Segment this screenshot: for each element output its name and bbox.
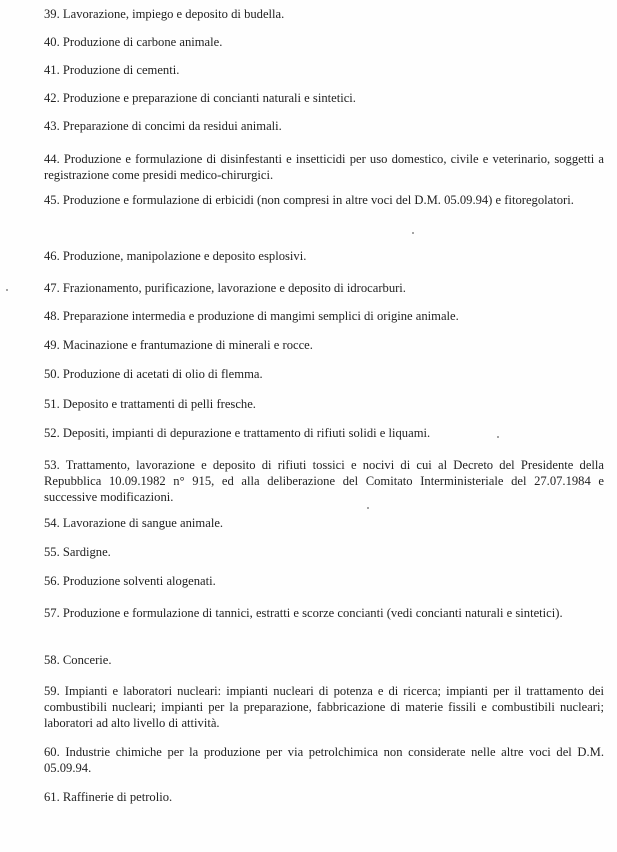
item-number: 60.	[44, 745, 60, 759]
item-text: Lavorazione, impiego e deposito di budella.	[62, 7, 285, 21]
item-number: 40.	[44, 35, 60, 49]
item-text: Produzione, manipolazione e deposito esplosivi.	[62, 249, 307, 263]
item-text: Produzione e formulazione di tannici, estratti e scorze concianti (vedi concianti naturali e sintetici).	[62, 606, 563, 620]
item-number: 57.	[44, 606, 60, 620]
item-number: 42.	[44, 91, 60, 105]
list-item-60	[44, 744, 604, 776]
scan-speck	[497, 436, 499, 438]
list-item-42	[44, 90, 604, 106]
item-number: 50.	[44, 367, 60, 381]
item-text: Preparazione di concimi da residui animali.	[62, 119, 282, 133]
item-number: 53.	[44, 458, 60, 472]
item-text: Industrie chimiche per la produzione per via petrolchimica non considerate nelle altre voci del D.M. 05.09.94.	[44, 745, 604, 775]
item-text: Produzione e preparazione di concianti naturali e sintetici.	[62, 91, 356, 105]
list-item-48	[44, 308, 604, 324]
scan-speck	[6, 289, 8, 291]
item-number: 39.	[44, 7, 60, 21]
item-text: Produzione di carbone animale.	[62, 35, 223, 49]
list-item-61	[44, 789, 604, 805]
item-number: 41.	[44, 63, 60, 77]
list-item-40	[44, 34, 604, 50]
list-item-52	[44, 425, 604, 441]
item-number: 56.	[44, 574, 60, 588]
list-item-39	[44, 6, 604, 22]
item-text: Deposito e trattamenti di pelli fresche.	[62, 397, 256, 411]
item-text: Produzione di acetati di olio di flemma.	[62, 367, 263, 381]
item-number: 55.	[44, 545, 60, 559]
list-item-50	[44, 366, 604, 382]
list-item-47	[44, 280, 604, 296]
list-item-43	[44, 118, 604, 134]
item-number: 51.	[44, 397, 60, 411]
list-item-49	[44, 337, 604, 353]
item-number: 52.	[44, 426, 60, 440]
item-text: Concerie.	[62, 653, 112, 667]
item-number: 54.	[44, 516, 60, 530]
item-text: Depositi, impianti di depurazione e trattamento di rifiuti solidi e liquami.	[62, 426, 431, 440]
item-number: 47.	[44, 281, 60, 295]
list-item-59	[44, 683, 604, 731]
list-item-53	[44, 457, 604, 505]
item-text: Lavorazione di sangue animale.	[62, 516, 224, 530]
item-text: Produzione e formulazione di erbicidi (non compresi in altre voci del D.M. 05.09.94) e fitoregolatori.	[62, 193, 574, 207]
list-item-56	[44, 573, 604, 589]
item-number: 48.	[44, 309, 60, 323]
list-item-46	[44, 248, 604, 264]
list-item-54	[44, 515, 604, 531]
item-number: 43.	[44, 119, 60, 133]
item-text: Macinazione e frantumazione di minerali e rocce.	[62, 338, 313, 352]
item-text: Trattamento, lavorazione e deposito di rifiuti tossici e nocivi di cui al Decreto del Presidente della Repubblica 10.09.1982 n° 915, ed alla deliberazione del Comitato Interministeriale del 27.07.1984 e successive modificazioni.	[44, 458, 604, 504]
list-item-57	[44, 605, 604, 621]
item-number: 44.	[44, 152, 60, 166]
item-text: Produzione di cementi.	[62, 63, 180, 77]
list-item-45	[44, 192, 604, 208]
item-number: 58.	[44, 653, 60, 667]
item-text: Frazionamento, purificazione, lavorazione e deposito di idrocarburi.	[62, 281, 406, 295]
list-item-41	[44, 62, 604, 78]
item-text: Raffinerie di petrolio.	[62, 790, 173, 804]
scan-speck	[412, 232, 414, 234]
item-text: Impianti e laboratori nucleari: impianti nucleari di potenza e di ricerca; impianti per il trattamento dei combustibili nucleari; impianti per la preparazione, fabbricazione di materie fissili e combustibili nucleari; laboratori ad alto livello di attività.	[44, 684, 604, 730]
item-number: 59.	[44, 684, 60, 698]
list-item-55	[44, 544, 604, 560]
item-number: 49.	[44, 338, 60, 352]
item-text: Produzione e formulazione di disinfestanti e insetticidi per uso domestico, civile e veterinario, soggetti a registrazione come presidi medico-chirurgici.	[44, 152, 604, 182]
item-text: Produzione solventi alogenati.	[62, 574, 216, 588]
item-number: 45.	[44, 193, 60, 207]
list-item-51	[44, 396, 604, 412]
scan-speck	[367, 507, 369, 509]
list-item-44	[44, 151, 604, 183]
item-number: 61.	[44, 790, 60, 804]
list-item-58	[44, 652, 604, 668]
item-text: Sardigne.	[62, 545, 111, 559]
item-number: 46.	[44, 249, 60, 263]
item-text: Preparazione intermedia e produzione di mangimi semplici di origine animale.	[62, 309, 459, 323]
